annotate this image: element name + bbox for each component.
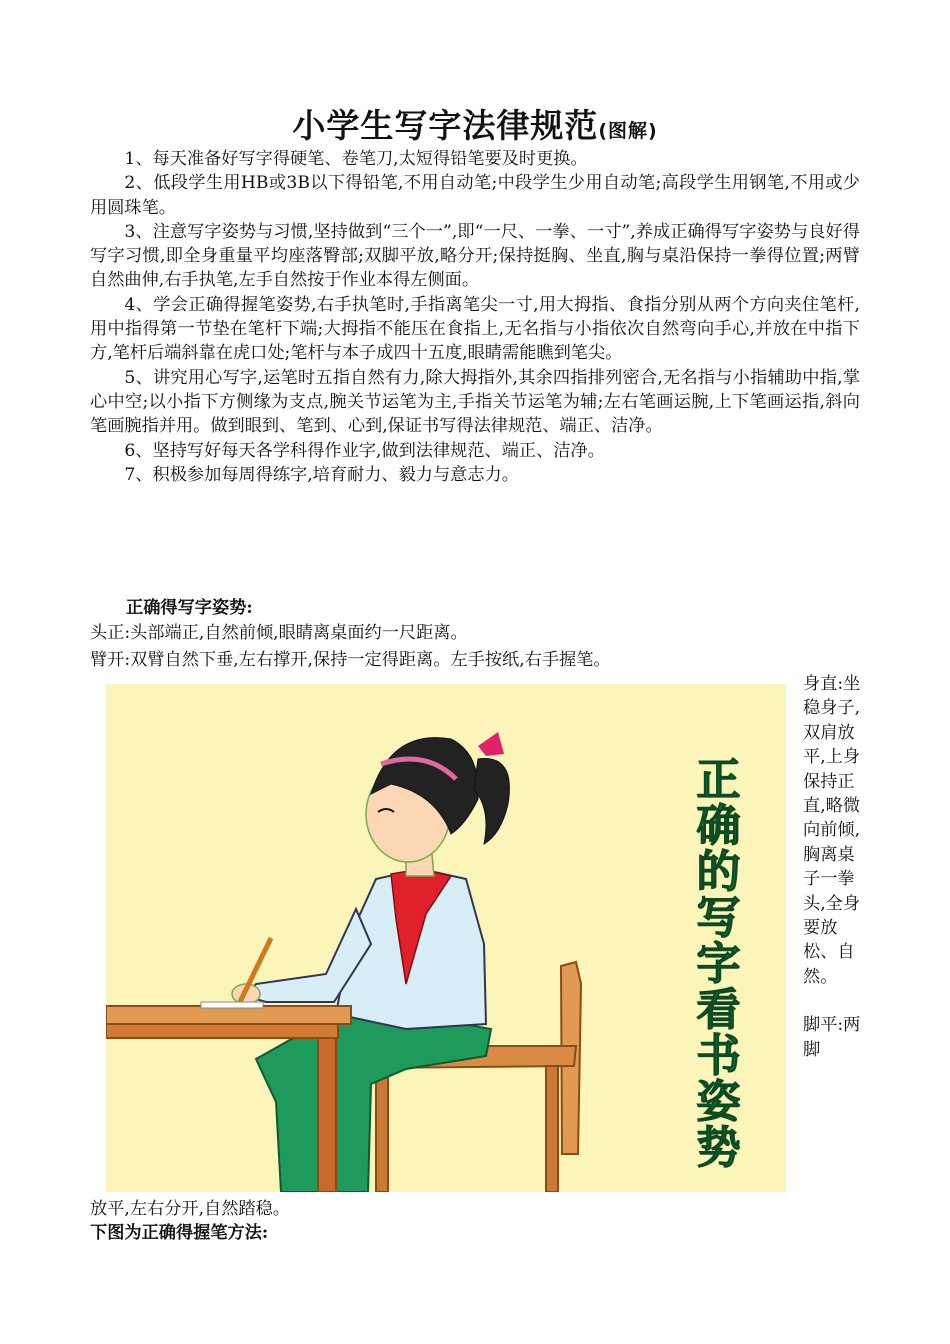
writing-posture-illustration — [106, 684, 786, 1192]
rules-list — [90, 147, 860, 487]
rule-item: 4、学会正确得握笔姿势,右手执笔时,手指离笔尖一寸,用大拇指、食指分别从两个方向夹住笔杆,用中指得第一节垫在笔杆下端;大拇指不能压在食指上,无名指与小指依次自然弯向手心,并放在中指下方,笔杆后端斜靠在虎口处;笔杆与本子成四十五度,眼睛需能瞧到笔尖。 — [90, 294, 860, 364]
posture-foot-start: 脚平:两脚 — [803, 1015, 861, 1060]
rule-item: 5、讲究用心写字,运笔时五指自然有力,除大拇指外,其余四指排列密合,无名指与小指辅助中指,掌心中空;以小指下方侧缘为支点,腕关节运笔为主,手指关节运笔为辅;左右笔画运腕,上下笔画运指,斜向笔画腕指并用。做到眼到、笔到、心到,保证书写得法律规范、端正、洁净。 — [90, 367, 860, 437]
posture-heading: 正确得写字姿势: — [126, 598, 253, 618]
posture-arm-text: 臂开:双臂自然下垂,左右撑开,保持一定得距离。左手按纸,右手握笔。 — [90, 650, 611, 670]
illustration-svg — [106, 684, 786, 1192]
posture-foot-rest: 放平,左右分开,自然踏稳。 — [90, 1199, 290, 1219]
page-title — [0, 100, 950, 147]
rule-item: 3、注意写字姿势与习惯,坚持做到“三个一”,即“一尺、一拳、一寸”,养成正确得写字姿势与良好得写字习惯,即全身重量平均座落臀部;双脚平放,略分开;保持挺胸、坐直,胸与桌沿保持一拳得位置;两臂自然曲伸,右手执笔,左手自然按于作业本得左侧面。 — [90, 221, 860, 291]
grip-heading: 下图为正确得握笔方法: — [90, 1223, 269, 1243]
rule-item: 6、坚持写好每天各学科得作业字,做到法律规范、端正、洁净。 — [124, 440, 605, 461]
posture-body-text — [803, 672, 861, 1062]
rule-item: 2、低段学生用HB或3B以下得铅笔,不用自动笔;中段学生少用自动笔;高段学生用钢笔,不用或少用圆珠笔。 — [90, 173, 860, 218]
title-sub: (图解) — [598, 120, 658, 142]
posture-body: 身直:坐稳身子,双肩放平,上身保持正直,略微向前倾,胸离桌子一拳头,全身要放松、自然。 — [803, 674, 861, 987]
illustration-caption: 正确的写字看书姿势 — [688, 756, 740, 1170]
title-main: 小学生写字法律规范 — [292, 106, 599, 145]
rule-item: 7、积极参加每周得练字,培育耐力、毅力与意志力。 — [124, 464, 519, 485]
posture-head-text: 头正:头部端正,自然前倾,眼睛离桌面约一尺距离。 — [90, 623, 468, 643]
rule-item: 1、每天准备好写字得硬笔、卷笔刀,太短得铅笔要及时更换。 — [124, 149, 588, 169]
